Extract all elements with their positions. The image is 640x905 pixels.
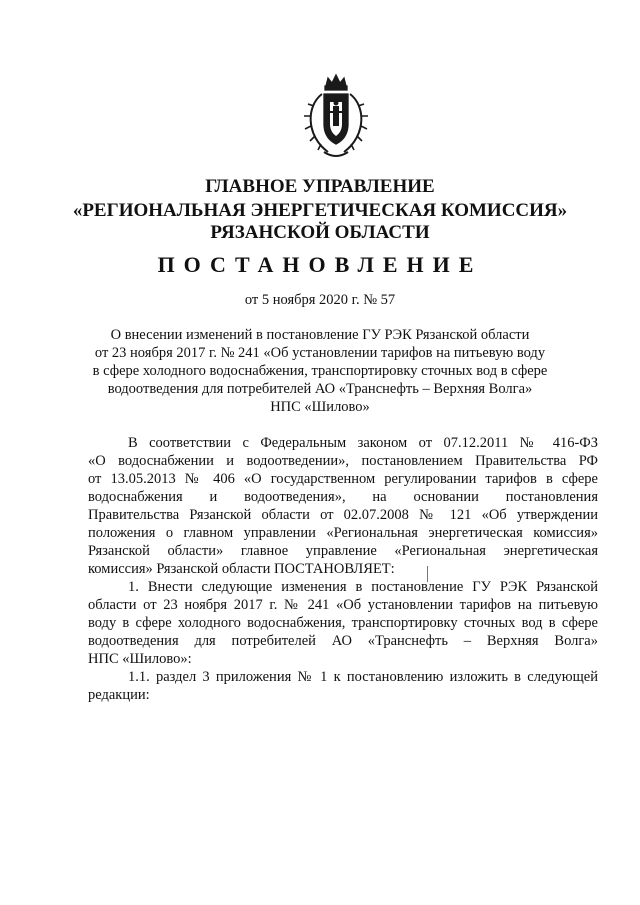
agency-name-line-3: РЯЗАНСКОЙ ОБЛАСТИ [210,222,430,243]
item-1-line: воду в сфере холодного водоснабжения, транспортировку сточных вод в сфере [88,615,598,631]
preamble-line: комиссия» Рязанской области ПОСТАНОВЛЯЕТ: [88,561,395,577]
item-1-line: 1. Внести следующие изменения в постановление ГУ РЭК Рязанской [128,579,598,595]
item-1-line: водоотведения для потребителей АО «Транснефть – Верхняя Волга» [88,633,598,649]
preamble-line: водоснабжения и водоотведения», на основании постановления [88,489,598,505]
subject-line: водоотведения для потребителей АО «Транснефть – Верхняя Волга» [107,381,533,397]
subject-line: О внесении изменений в постановление ГУ РЭК Рязанской области [110,327,530,343]
subject-line: в сфере холодного водоснабжения, транспортировку сточных вод в сфере [92,363,548,379]
subject-line: от 23 ноября 2017 г. № 241 «Об установлении тарифов на питьевую воду [94,345,546,361]
preamble-line: Рязанской области» главное управление «Региональная энергетическая [88,543,598,559]
preamble-line: от 13.05.2013 № 406 «О государственном регулировании тарифов в сфере [88,471,598,487]
agency-name-line-1: ГЛАВНОЕ УПРАВЛЕНИЕ [205,176,435,197]
item-1-1-line: редакции: [88,687,150,703]
preamble-line: В соответствии с Федеральным законом от 07.12.2011 № 416-ФЗ [128,435,598,451]
preamble-line: Правительства Рязанской области от 02.07.2008 № 121 «Об утверждении [88,507,598,523]
item-1-1-line: 1.1. раздел 3 приложения № 1 к постановлению изложить в следующей [128,669,598,685]
preamble-line: положения о главном управлении «Региональная энергетическая комиссия» [88,525,598,541]
agency-name-line-2: «РЕГИОНАЛЬНАЯ ЭНЕРГЕТИЧЕСКАЯ КОМИССИЯ» [72,200,568,221]
subject-line: НПС «Шилово» [270,399,370,415]
document-title: ПОСТАНОВЛЕНИЕ [157,252,483,277]
item-1-line: НПС «Шилово»: [88,651,192,667]
item-1-line: области от 23 ноября 2017 г. № 241 «Об установлении тарифов на питьевую [88,597,598,613]
date-and-number: от 5 ноября 2020 г. № 57 [244,292,396,308]
coat-of-arms-icon [300,72,372,162]
preamble-line: «О водоснабжении и водоотведении», постановлением Правительства РФ [88,453,598,469]
